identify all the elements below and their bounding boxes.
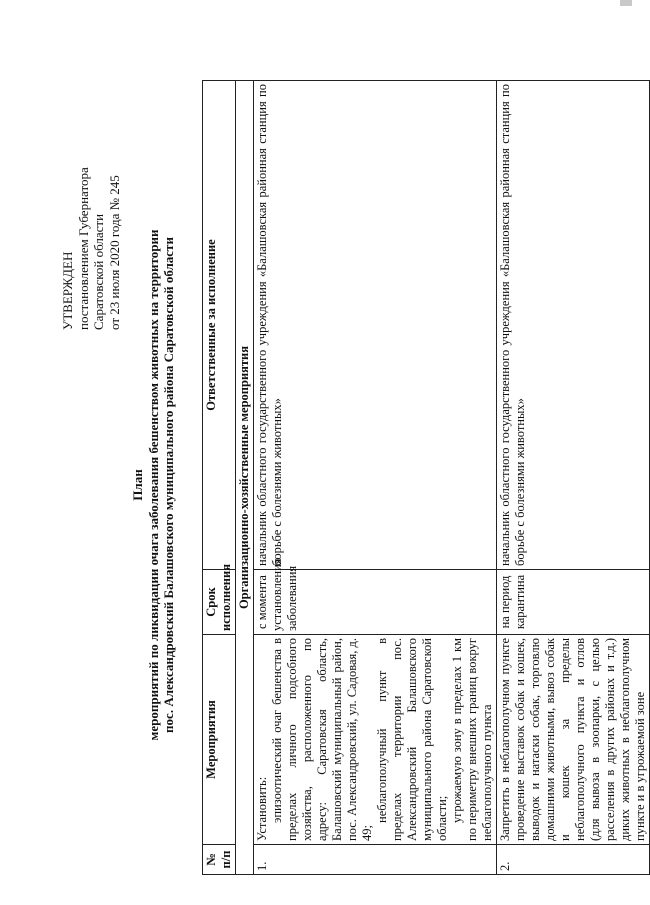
table-row bbox=[254, 81, 497, 875]
approval-date: от 23 июля 2020 года № 245 bbox=[106, 175, 122, 330]
action-paragraph: эпизоотический очаг бешенства в пределах личного подсобного хозяйства, расположенного по адресу: Саратовская область, Балашовский муниципальный район, пос. Александровский, ул. Садовая, д. 49; bbox=[270, 638, 374, 841]
action-lead: Установить: bbox=[255, 776, 269, 841]
plan-subtitle: мероприятий по ликвидации очага заболевания бешенством животных на территории bbox=[145, 229, 161, 741]
header-number: № п/п bbox=[203, 845, 236, 875]
section-row bbox=[236, 81, 254, 875]
plan-subtitle: пос. Александровский Балашовского муниципального района Саратовской области bbox=[161, 237, 176, 733]
approval-line: постановлением Губернатора bbox=[75, 167, 91, 330]
row-responsible: начальник областного государственного учреждения «Балашовская районная станция по борьбе с болезнями животных» bbox=[254, 81, 497, 570]
approval-heading: УТВЕРЖДЕН bbox=[60, 251, 75, 330]
row-action: Запретить в неблагополучном пункте проведение выставок собак и кошек, выводок и натаски собак, торговлю домашними животными, вывоз собак и кошек за пределы неблагополучного пункта и отлов (для вывоза в зоопарки, с целью расселения в других районах и т.д.) диких животных в неблагополучном пункте и в угрожаемой зоне bbox=[497, 635, 650, 845]
measures-table bbox=[202, 80, 650, 875]
action-paragraph: угрожаемую зону в пределах 1 км по периметру внешних границ вокруг неблагополучного пункта bbox=[450, 638, 494, 841]
row-term: на период карантина bbox=[497, 570, 650, 635]
plan-title: План bbox=[130, 469, 145, 501]
header-action: Мероприятия bbox=[203, 635, 236, 845]
scan-artifact bbox=[620, 0, 632, 6]
header-responsible: Ответственные за исполнение bbox=[203, 81, 236, 570]
row-responsible: начальник областного государственного учреждения «Балашовская районная станция по борьбе с болезнями животных» bbox=[497, 81, 650, 570]
plan-heading bbox=[130, 135, 177, 835]
approval-line: Саратовской области bbox=[91, 213, 106, 330]
header-term: Срок исполнения bbox=[203, 570, 236, 635]
table-header-row bbox=[203, 81, 236, 875]
table-row bbox=[497, 81, 650, 875]
row-action bbox=[254, 635, 497, 845]
rotated-document-page bbox=[44, 80, 647, 875]
row-number: 1. bbox=[254, 845, 497, 875]
row-term: с момента установления заболевания bbox=[254, 570, 497, 635]
action-paragraph: неблагополучный пункт в пределах территории пос. Александровский Балашовского муниципального района Саратовской области; bbox=[375, 638, 449, 841]
section-title: Организационно-хозяйственные мероприятия bbox=[236, 81, 254, 875]
row-number: 2. bbox=[497, 845, 650, 875]
approval-stamp bbox=[60, 90, 122, 330]
